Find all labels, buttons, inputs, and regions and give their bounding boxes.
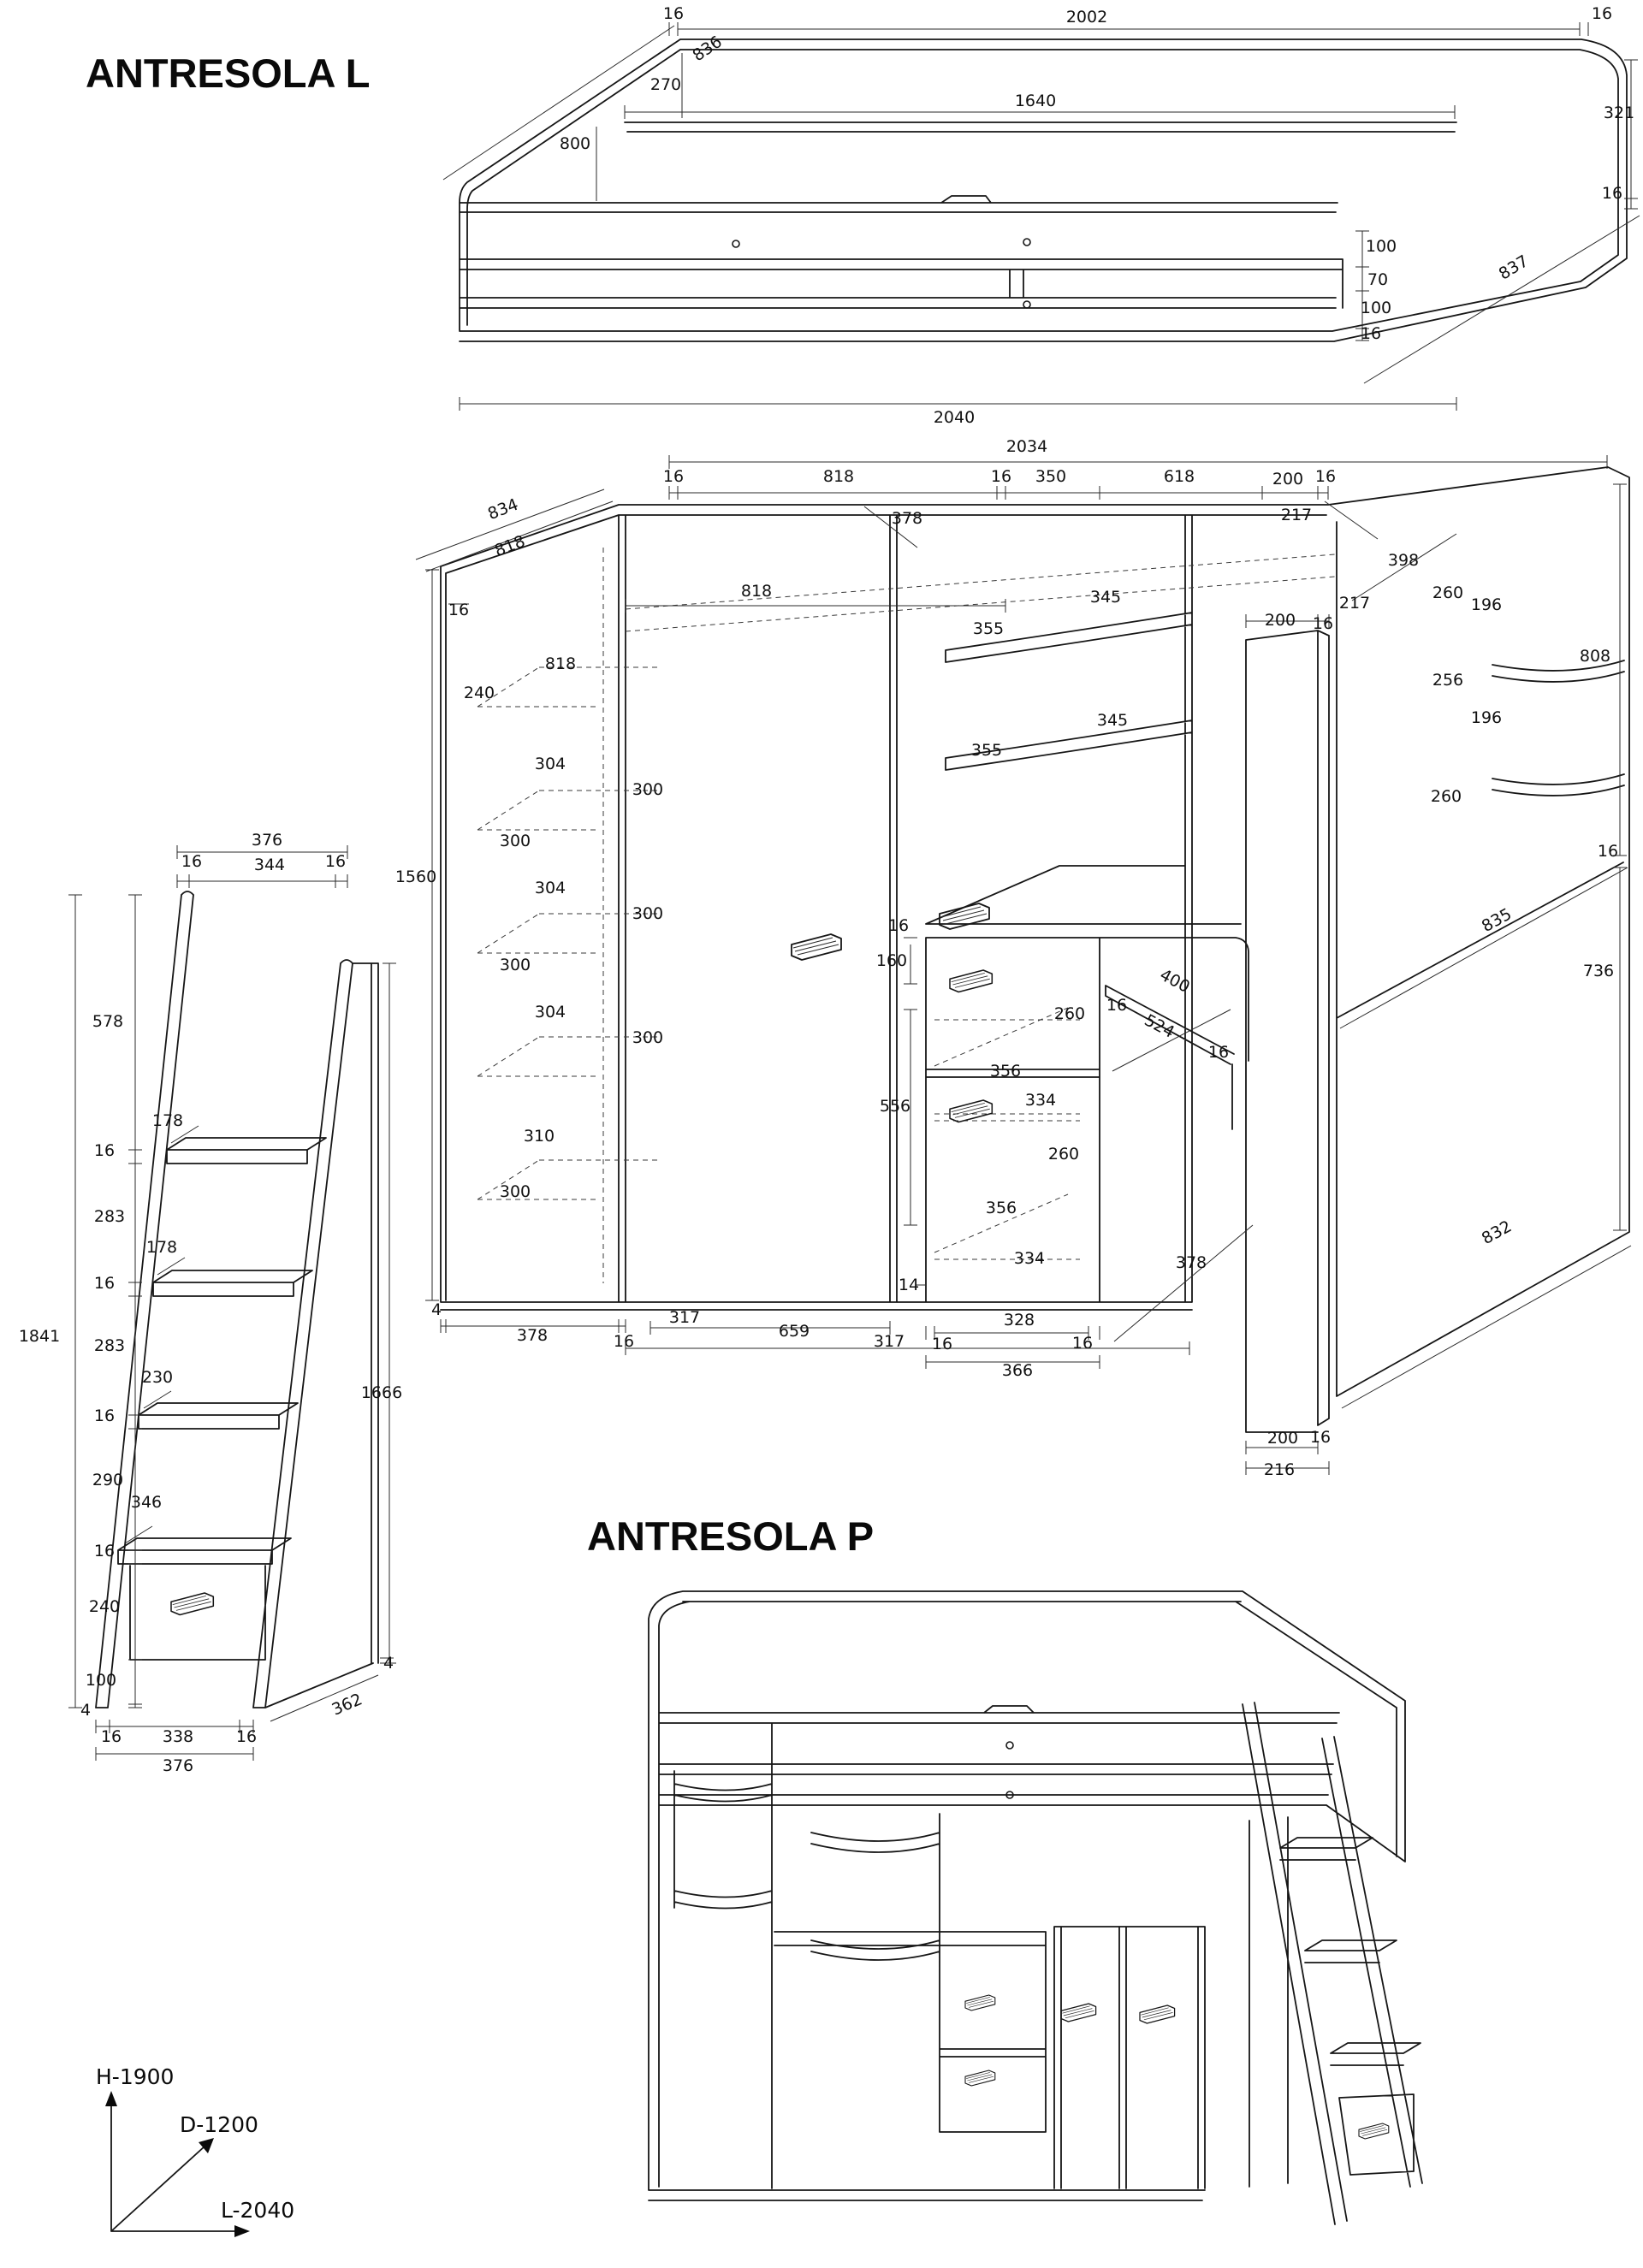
dim-label: 355 — [970, 741, 1003, 760]
dim-label: 837 — [1495, 252, 1533, 284]
drawer-handle-icon — [965, 2070, 995, 2086]
title-antresola-p: ANTRESOLA P — [587, 1513, 875, 1559]
dim-label: 260 — [1432, 583, 1464, 602]
dim-label: 200 — [1266, 1429, 1299, 1448]
up-arrow-icon — [105, 2091, 117, 2106]
dim-label: 334 — [1024, 1091, 1057, 1110]
dim-label: 4 — [80, 1701, 92, 1720]
dim-label: 160 — [875, 951, 908, 970]
dim-label: 317 — [668, 1308, 701, 1327]
dim-label: 345 — [1089, 588, 1122, 607]
title-antresola-l: ANTRESOLA L — [86, 50, 371, 96]
dim-label: 16 — [1591, 4, 1613, 23]
dim-label: 736 — [1582, 962, 1615, 980]
drawer-handle-icon — [965, 1995, 995, 2010]
right-arrow-icon — [234, 2225, 250, 2237]
dim-label: 16 — [93, 1274, 116, 1293]
dim-label: 350 — [1035, 467, 1067, 486]
dim-label: 260 — [1047, 1145, 1080, 1164]
dim-label: 344 — [253, 856, 286, 874]
dim-label: 578 — [92, 1012, 124, 1031]
dim-label: 378 — [1175, 1253, 1207, 1272]
ladder-drawer-handle-icon — [171, 1593, 213, 1615]
dim-label: 240 — [88, 1597, 121, 1616]
dim-label: 16 — [1106, 996, 1128, 1015]
axis-legend — [96, 2064, 294, 2237]
dim-label: 300 — [632, 1028, 664, 1047]
dim-label: 16 — [1360, 324, 1382, 343]
dim-label: 217 — [1338, 594, 1371, 613]
dim-label: 283 — [93, 1207, 126, 1226]
dim-label: 300 — [499, 832, 531, 850]
dim-label: 16 — [235, 1727, 258, 1746]
dim-label: 4 — [430, 1300, 442, 1319]
dim-label: 1640 — [1014, 92, 1057, 110]
dim-label: 178 — [145, 1238, 178, 1257]
dim-label: 398 — [1387, 551, 1420, 570]
dim-label: 366 — [1001, 1361, 1034, 1380]
dim-label: 16 — [662, 4, 685, 23]
dim-label: 300 — [499, 1182, 531, 1201]
axis-length-label: L-2040 — [221, 2198, 295, 2223]
door-handle-icon — [1140, 2005, 1175, 2023]
diagonal-arrow-icon — [199, 2138, 214, 2153]
dim-label: 818 — [740, 582, 773, 601]
dim-label: 2040 — [933, 408, 976, 427]
dim-label: 16 — [181, 852, 203, 871]
dim-label: 196 — [1470, 595, 1503, 614]
dim-label: 100 — [1365, 237, 1397, 256]
dim-label: 100 — [1360, 299, 1392, 317]
wardrobe-drawing — [395, 437, 1631, 1479]
dim-label: 290 — [92, 1471, 124, 1489]
dim-label: 800 — [559, 134, 591, 153]
dim-label: 328 — [1003, 1311, 1035, 1329]
dim-label: 16 — [324, 852, 347, 871]
dim-label: 836 — [689, 32, 726, 66]
dim-label: 16 — [990, 467, 1012, 486]
dim-label: 317 — [873, 1332, 905, 1351]
wardrobe-dimension-labels — [395, 437, 1618, 1479]
dim-label: 321 — [1603, 104, 1635, 122]
dim-label: 196 — [1470, 708, 1503, 727]
dim-label: 310 — [523, 1127, 555, 1146]
dim-label: 818 — [822, 467, 855, 486]
dim-label: 14 — [898, 1276, 920, 1294]
dim-label: 200 — [1272, 470, 1304, 489]
dim-label: 334 — [1013, 1249, 1046, 1268]
dim-label: 304 — [534, 879, 566, 897]
dim-label: 16 — [662, 467, 685, 486]
dim-label: 16 — [887, 916, 910, 935]
dim-label: 1841 — [18, 1327, 61, 1346]
dim-label: 260 — [1430, 787, 1462, 806]
dim-label: 178 — [151, 1111, 184, 1130]
dim-label: 16 — [1314, 467, 1337, 486]
dim-label: 618 — [1163, 467, 1195, 486]
dim-label: 240 — [463, 684, 495, 702]
dim-label: 1560 — [394, 868, 437, 886]
ladder-drawing — [19, 831, 402, 1775]
dim-label: 808 — [1579, 647, 1611, 666]
drawer-handle-icon — [950, 1100, 992, 1122]
dim-label: 400 — [1156, 965, 1193, 997]
dim-label: 818 — [491, 531, 528, 561]
dim-label: 362 — [329, 1690, 365, 1720]
door-handle-icon — [1061, 2004, 1096, 2022]
dim-label: 1666 — [360, 1383, 403, 1402]
dim-label: 216 — [1263, 1460, 1296, 1479]
dim-label: 376 — [251, 831, 283, 850]
dim-label: 70 — [1367, 270, 1389, 289]
dim-label: 16 — [448, 601, 470, 619]
dim-label: 356 — [985, 1199, 1017, 1217]
dim-label: 659 — [778, 1322, 810, 1341]
dim-label: 100 — [85, 1671, 117, 1690]
dim-label: 16 — [613, 1332, 635, 1351]
dim-label: 304 — [534, 755, 566, 773]
dim-label: 300 — [632, 904, 664, 923]
dim-label: 16 — [93, 1406, 116, 1425]
dim-label: 260 — [1053, 1004, 1086, 1023]
dim-label: 835 — [1478, 904, 1515, 937]
door-handle-icon — [940, 903, 989, 929]
dim-label: 16 — [100, 1727, 122, 1746]
dim-label: 300 — [632, 780, 664, 799]
dim-label: 356 — [989, 1062, 1022, 1081]
door-handle-icon — [792, 934, 841, 960]
dim-label: 16 — [1597, 842, 1619, 861]
dim-label: 2002 — [1065, 8, 1108, 27]
dim-label: 270 — [649, 75, 682, 94]
bed-dimension-labels — [560, 4, 1634, 427]
dim-label: 230 — [141, 1368, 174, 1387]
dim-label: 217 — [1280, 506, 1313, 524]
bed-drawing — [443, 4, 1640, 427]
dim-label: 200 — [1264, 611, 1296, 630]
dim-label: 16 — [93, 1542, 116, 1560]
drawer-handle-icon — [950, 970, 992, 992]
dim-label: 355 — [972, 619, 1005, 638]
dim-label: 4 — [383, 1654, 394, 1673]
ladder-dimension-labels — [19, 831, 402, 1775]
dim-label: 376 — [162, 1756, 194, 1775]
antresola-p-drawing — [649, 1591, 1422, 2224]
dim-label: 378 — [516, 1326, 549, 1345]
dim-label: 16 — [93, 1141, 116, 1160]
dim-label: 556 — [879, 1097, 911, 1116]
dim-label: 300 — [499, 956, 531, 974]
dim-label: 338 — [162, 1727, 194, 1746]
dim-label: 346 — [130, 1493, 163, 1512]
dim-label: 524 — [1141, 1010, 1177, 1042]
dim-label: 378 — [891, 509, 923, 528]
axis-depth-label: D-1200 — [180, 2112, 258, 2137]
dim-label: 16 — [1207, 1043, 1230, 1062]
dim-label: 16 — [1071, 1334, 1094, 1353]
ladder-drawer-handle-icon — [1359, 2123, 1389, 2139]
dim-label: 16 — [931, 1335, 953, 1353]
dim-label: 16 — [1309, 1428, 1332, 1447]
dim-label: 832 — [1478, 1217, 1515, 1249]
dim-label: 2034 — [1005, 437, 1048, 456]
dim-label: 16 — [1312, 614, 1334, 633]
dim-label: 345 — [1096, 711, 1129, 730]
dim-label: 818 — [544, 654, 577, 673]
axis-height-label: H-1900 — [96, 2064, 175, 2089]
dim-label: 834 — [484, 494, 521, 524]
dim-label: 256 — [1432, 671, 1464, 690]
dim-label: 283 — [93, 1336, 126, 1355]
dim-label: 16 — [1601, 184, 1623, 203]
dim-label: 304 — [534, 1003, 566, 1021]
